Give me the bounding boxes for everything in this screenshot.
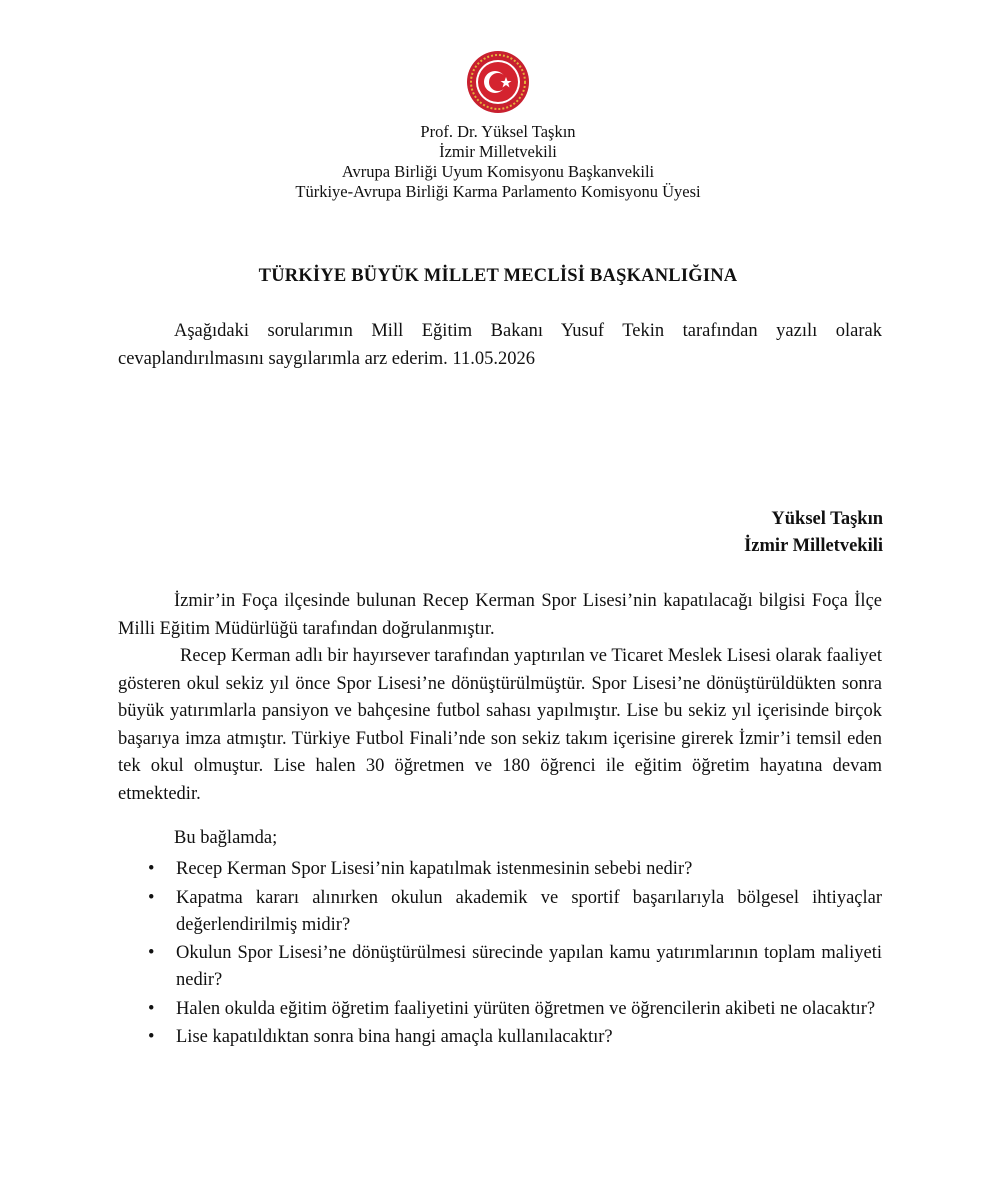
list-item <box>118 940 882 994</box>
signature-role: İzmir Milletvekili <box>744 536 883 556</box>
sender-title-2: Avrupa Birliği Uyum Komisyonu Başkanvekili <box>341 162 655 181</box>
sender-header <box>0 122 996 202</box>
sender-title-1: İzmir Milletvekili <box>439 142 557 161</box>
question-text: Kapatma kararı alınırken okulun akademik ve sportif başarılarıyla bölgesel ihtiyaçlar değerlendirilmiş midir? <box>176 887 882 935</box>
questions-list <box>118 856 882 1053</box>
bullet-icon: • <box>148 1027 155 1047</box>
addressee-title: TÜRKİYE BÜYÜK MİLLET MECLİSİ BAŞKANLIĞINA <box>258 266 738 286</box>
bullet-icon: • <box>148 887 155 908</box>
tbmm-emblem-icon <box>466 50 530 114</box>
sender-name: Prof. Dr. Yüksel Taşkın <box>420 122 576 141</box>
signature-block <box>744 506 883 560</box>
list-item <box>118 996 882 1023</box>
bullet-icon: • <box>148 998 155 1019</box>
bullet-icon: • <box>148 943 155 963</box>
signature-name: Yüksel Taşkın <box>771 509 883 529</box>
sender-title-3: Türkiye-Avrupa Birliği Karma Parlamento Komisyonu Üyesi <box>295 182 701 201</box>
list-item <box>118 1024 882 1051</box>
question-text: Recep Kerman Spor Lisesi’nin kapatılmak istenmesinin sebebi nedir? <box>176 859 693 879</box>
request-paragraph: Aşağıdaki sorularımın Mill Eğitim Bakanı Yusuf Tekin tarafından yazılı olarak cevaplandırılmasını saygılarımla arz ederim. 11.05.2026 <box>118 321 882 369</box>
question-text: Okulun Spor Lisesi’ne dönüştürülmesi sürecinde yapılan kamu yatırımlarının toplam maliyeti nedir? <box>176 943 882 990</box>
body-paragraph-1: İzmir’in Foça ilçesinde bulunan Recep Kerman Spor Lisesi’nin kapatılacağı bilgisi Foça İlçe Milli Eğitim Müdürlüğü tarafından doğrulanmıştır. <box>118 591 882 639</box>
list-item <box>118 885 882 939</box>
question-text: Lise kapatıldıktan sonra bina hangi amaçla kullanılacaktır? <box>176 1027 613 1047</box>
list-item <box>118 856 882 883</box>
bullet-icon: • <box>148 859 155 879</box>
body-paragraph-2: Recep Kerman adlı bir hayırsever tarafından yaptırılan ve Ticaret Meslek Lisesi olarak faaliyet gösteren okul sekiz yıl önce Spor Lisesi’ne dönüştürülmüştür. Spor Lisesi’ne dönüştürüldükten sonra büyük yatırımlarla pansiyon ve bahçesine futbol sahası yapılmıştır. Lise bu sekiz yıl içerisinde birçok başarıya imza atmıştır. Türkiye Futbol Finali’nde son sekiz takım içerisine girerek İzmir’i temsil eden tek okul olmuştur. Lise halen 30 öğretmen ve 180 öğrenci ile eğitim öğretim hayatına devam etmektedir. <box>118 646 882 804</box>
questions-intro: Bu bağlamda; <box>174 828 278 848</box>
question-text: Halen okulda eğitim öğretim faaliyetini yürüten öğretmen ve öğrencilerin akibeti ne olacaktır? <box>176 998 876 1019</box>
